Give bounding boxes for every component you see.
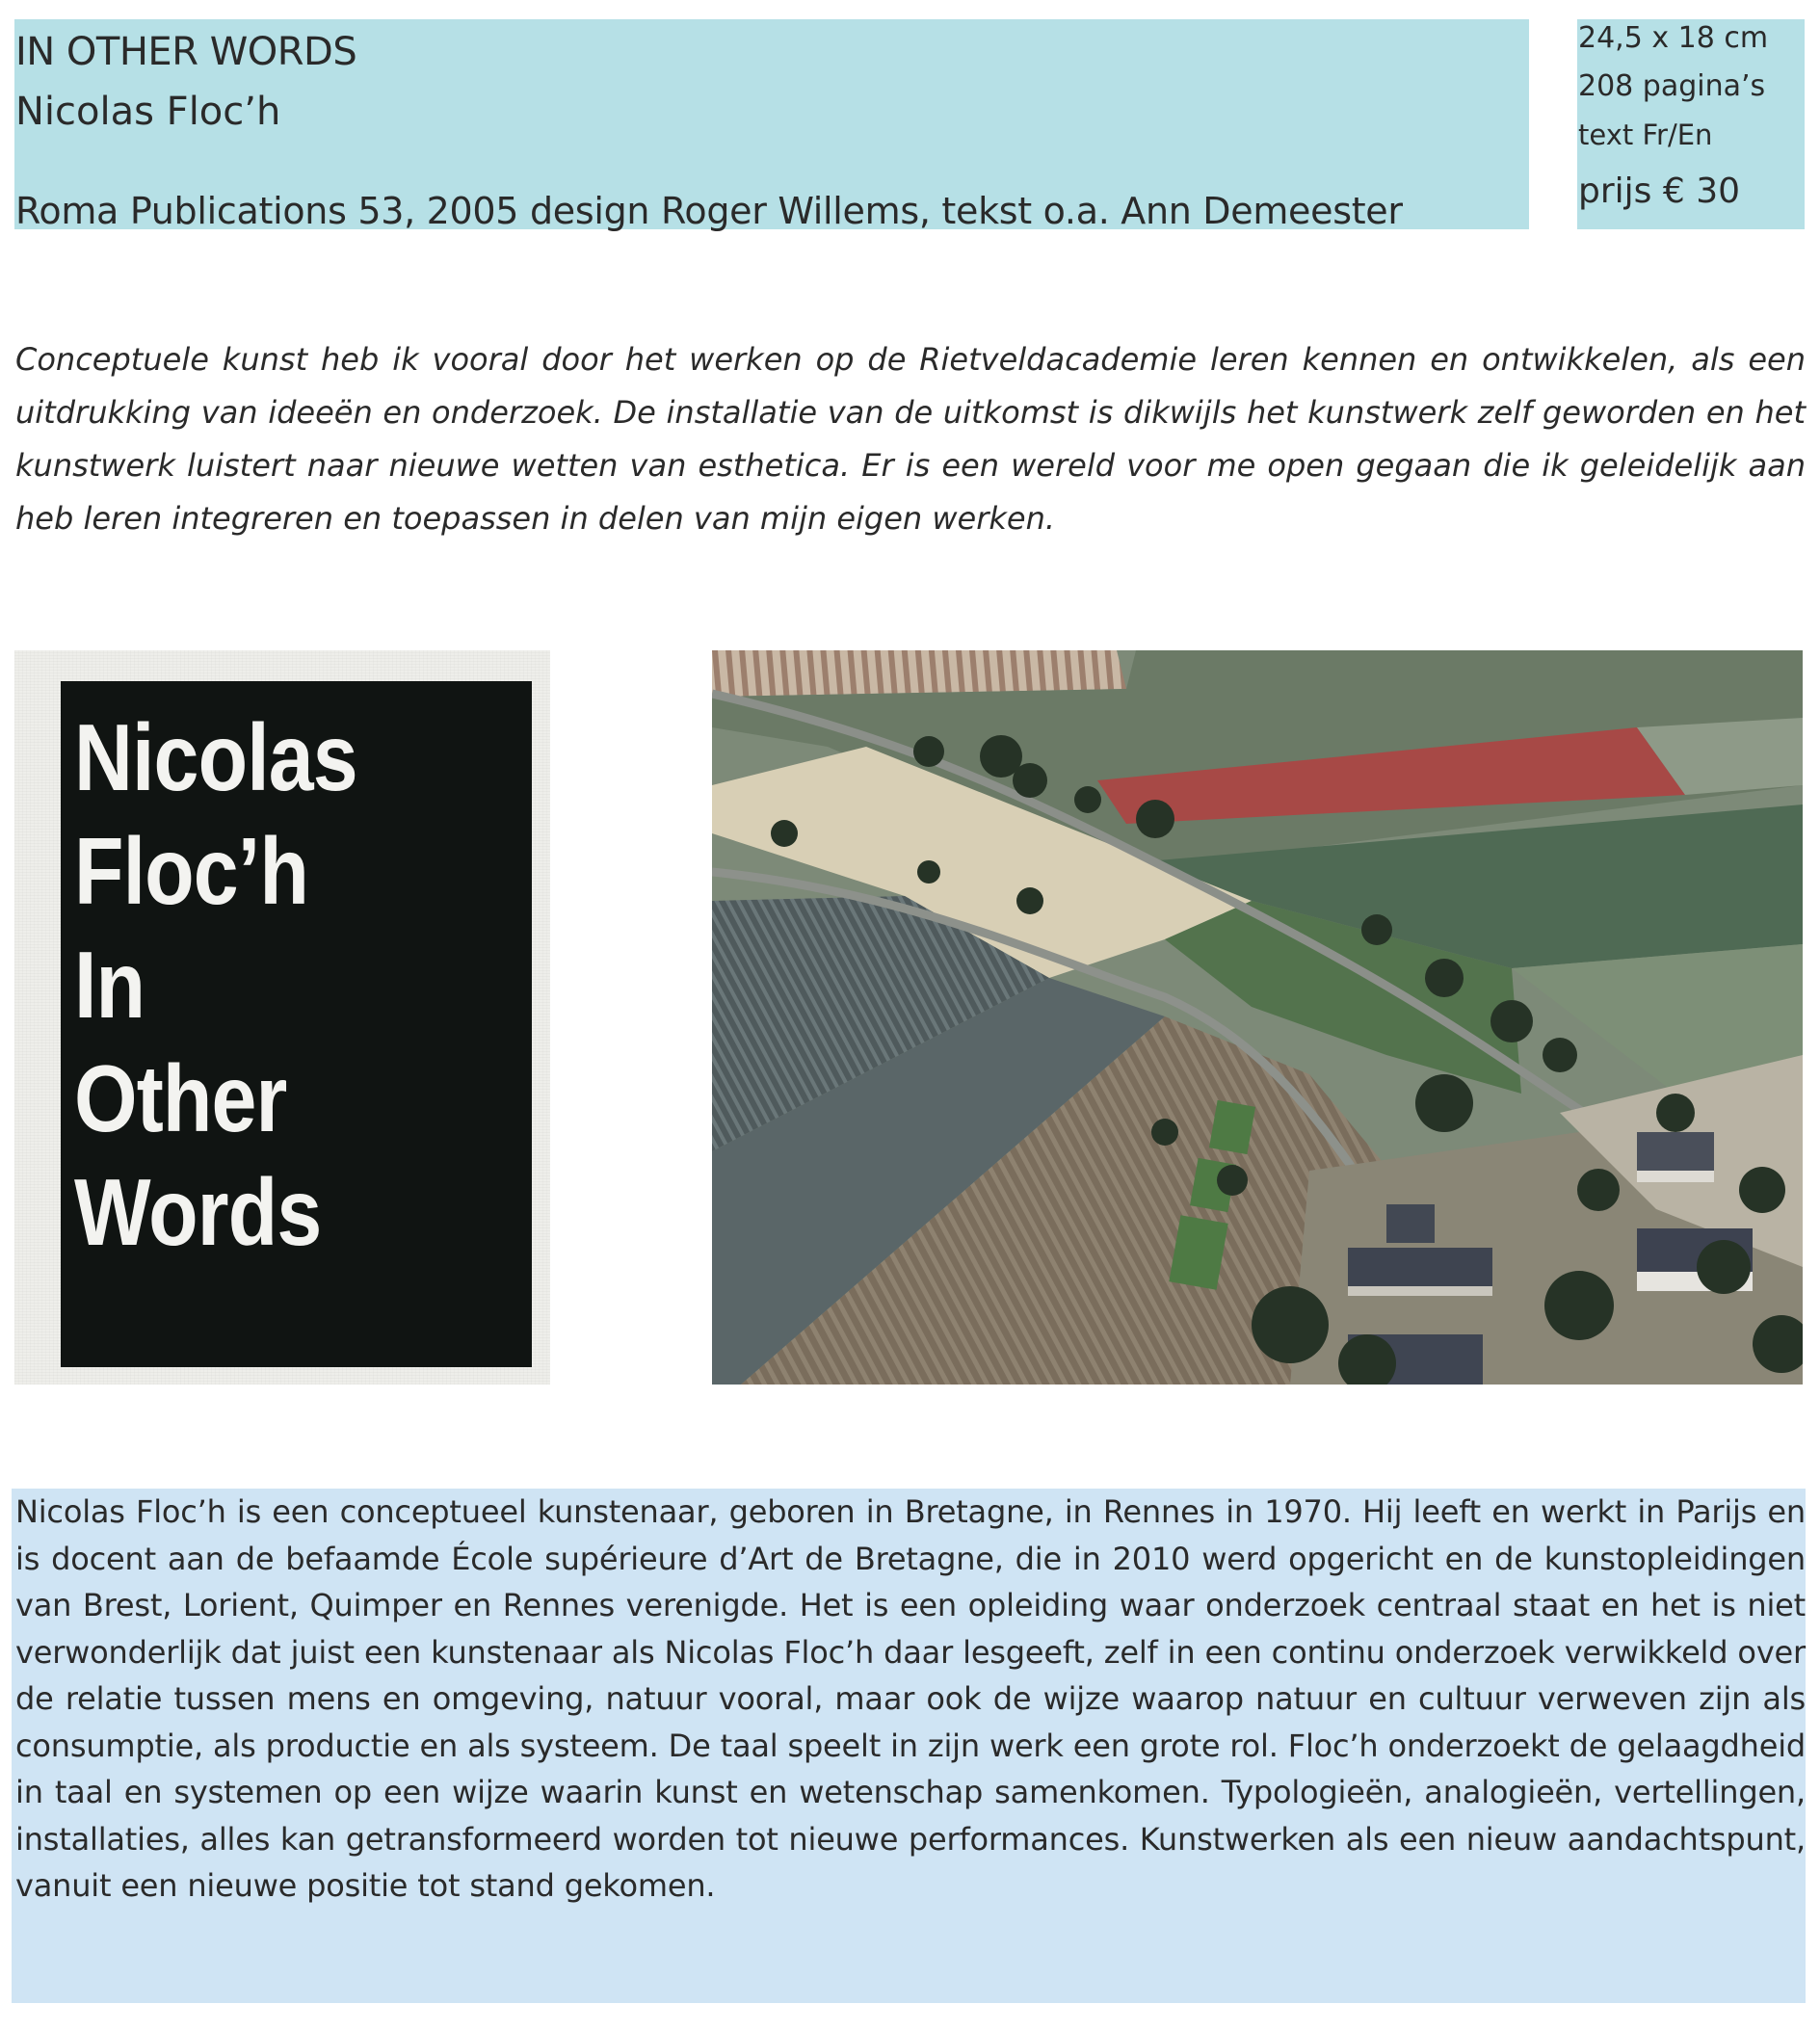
book-cover-image xyxy=(14,650,550,1385)
artist-bio: Nicolas Floc’h is een conceptueel kunstenaar, geboren in Bretagne, in Rennes in 1970. Hij leeft en werkt in Parijs en is docent aan de befaamde École supérieure d’Art de Bretagne, die in 2010 werd opgericht en de kunstopleidingen van Brest, Lorient, Quimper en Rennes verenigde. Het is een opleiding waar onderzoek centraal staat en het is niet verwonderlijk dat juist een kunstenaar als Nicolas Floc’h daar lesgeeft, zelf in een continu onderzoek verwikkeld over de relatie tussen mens en omgeving, natuur vooral, maar ook de wijze waarop natuur en cultuur verweven zijn als consumptie, als productie en als systeem. De taal speelt in zijn werk een grote rol. Floc’h onderzoekt de gelaagdheid in taal en systemen op een wijze waarin kunst en wetenschap samenkomen. Typologieën, analogieën, vertellingen, installaties, alles kan getransformeerd worden tot nieuwe performances. Kunstwerken als een nieuw aandachtspunt, vanuit een nieuwe positie tot stand gekomen. xyxy=(15,1493,1806,1904)
artist-quote: Conceptuele kunst heb ik vooral door het werken op de Rietveldacademie leren kennen en ontwikkelen, als een uitdrukking van ideeën en onderzoek. De installatie van de uitkomst is dikwijls het kunstwerk zelf geworden en het kunstwerk luistert naar nieuwe wetten van esthetica. Er is een wereld voor me open gegaan die ik geleidelijk aan heb leren integreren en toepassen in delen van mijn eigen werken. xyxy=(15,341,1806,537)
spec-pages: 208 pagina’s xyxy=(1578,69,1766,103)
book-cover-title: Nicolas Floc’h In Other Words xyxy=(74,704,357,1265)
book-cover-panel xyxy=(61,681,532,1367)
book-title: IN OTHER WORDS xyxy=(15,30,357,74)
publication-info: Roma Publications 53, 2005 design Roger Willems, tekst o.a. Ann Demeester xyxy=(15,190,1403,232)
spec-price: prijs € 30 xyxy=(1578,171,1741,211)
aerial-landscape-photo xyxy=(712,650,1803,1385)
book-author: Nicolas Floc’h xyxy=(15,90,281,134)
spec-dimensions: 24,5 x 18 cm xyxy=(1578,21,1769,55)
spec-language: text Fr/En xyxy=(1578,119,1713,151)
